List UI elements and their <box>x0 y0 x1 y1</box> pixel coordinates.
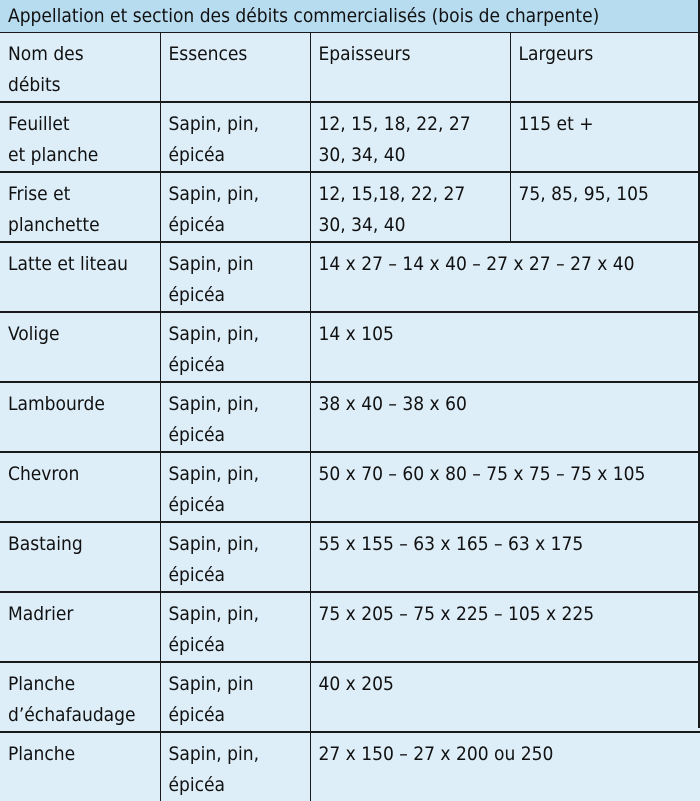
row-section: 14 x 105 <box>310 312 700 382</box>
header-epaisseurs: Epaisseurs <box>310 33 510 102</box>
table-row <box>0 102 700 172</box>
row-section: 27 x 150 – 27 x 200 ou 250 <box>310 732 700 801</box>
row-section: 40 x 205 <box>310 662 700 732</box>
row-epaisseurs: 12, 15, 18, 22, 27 30, 34, 40 <box>310 102 510 172</box>
row-name: Bastaing <box>0 522 160 592</box>
row-essences: Sapin, pin, épicéa <box>160 102 310 172</box>
row-section: 75 x 205 – 75 x 225 – 105 x 225 <box>310 592 700 662</box>
table-title: Appellation et section des débits commercialisés (bois de charpente) <box>0 0 700 33</box>
row-name: Chevron <box>0 452 160 522</box>
row-name: Feuillet et planche <box>0 102 160 172</box>
row-section: 50 x 70 – 60 x 80 – 75 x 75 – 75 x 105 <box>310 452 700 522</box>
header-largeurs: Largeurs <box>510 33 700 102</box>
row-largeurs: 115 et + <box>510 102 700 172</box>
row-essences: Sapin, pin, épicéa <box>160 172 310 242</box>
row-name: Madrier <box>0 592 160 662</box>
row-name: Planche <box>0 732 160 801</box>
row-epaisseurs: 12, 15,18, 22, 27 30, 34, 40 <box>310 172 510 242</box>
table-row <box>0 452 700 522</box>
header-nom: Nom des débits <box>8 43 84 96</box>
row-name: Volige <box>0 312 160 382</box>
table-row <box>0 242 700 312</box>
table-row <box>0 732 700 801</box>
table-row <box>0 592 700 662</box>
row-section: 38 x 40 – 38 x 60 <box>310 382 700 452</box>
table-row <box>0 312 700 382</box>
row-essences: Sapin, pin, épicéa <box>160 382 310 452</box>
header-essences: Essences <box>160 33 310 102</box>
header-row <box>0 33 700 102</box>
row-essences: Sapin, pin, épicéa <box>160 592 310 662</box>
table-row <box>0 172 700 242</box>
row-section: 55 x 155 – 63 x 165 – 63 x 175 <box>310 522 700 592</box>
row-section: 14 x 27 – 14 x 40 – 27 x 27 – 27 x 40 <box>310 242 700 312</box>
row-essences: Sapin, pin, épicéa <box>160 452 310 522</box>
row-essences: Sapin, pin épicéa <box>160 242 310 312</box>
lumber-table <box>0 33 700 801</box>
row-essences: Sapin, pin, épicéa <box>160 312 310 382</box>
row-name: Frise et planchette <box>0 172 160 242</box>
row-name: Planche d’échafaudage <box>0 662 160 732</box>
table-row <box>0 522 700 592</box>
row-essences: Sapin, pin, épicéa <box>160 732 310 801</box>
row-essences: Sapin, pin épicéa <box>160 662 310 732</box>
table-row <box>0 662 700 732</box>
table-row <box>0 382 700 452</box>
row-name: Latte et liteau <box>0 242 160 312</box>
row-essences: Sapin, pin, épicéa <box>160 522 310 592</box>
row-name: Lambourde <box>0 382 160 452</box>
row-largeurs: 75, 85, 95, 105 <box>510 172 700 242</box>
